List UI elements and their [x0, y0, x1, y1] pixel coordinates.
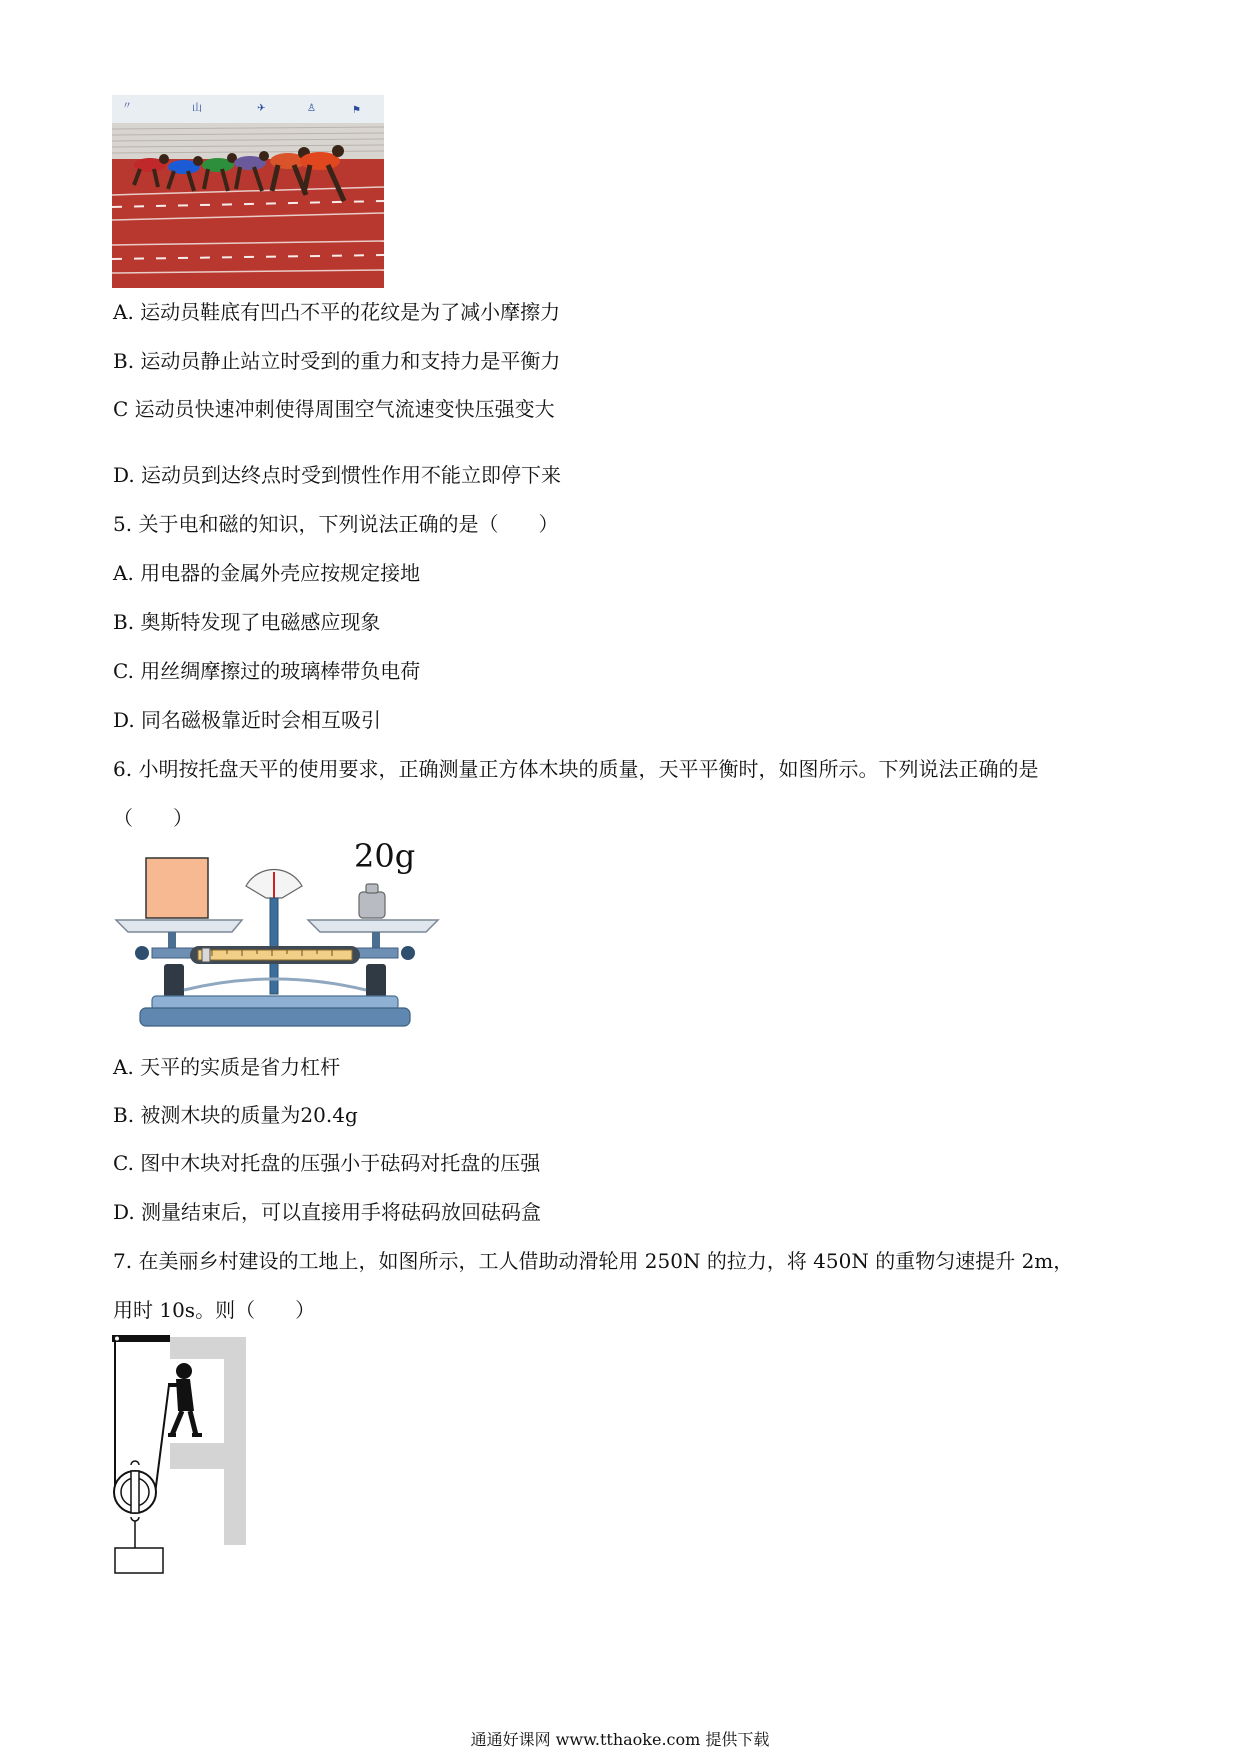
q6-stem-line1: 6. 小明按托盘天平的使用要求，正确测量正方体木块的质量，天平平衡时，如图所示。下列说法正确的是	[113, 757, 1039, 781]
q5-option-c: C. 用丝绸摩擦过的玻璃棒带负电荷	[113, 659, 421, 683]
q6-option-d: D. 测量结束后，可以直接用手将砝码放回砝码盒	[113, 1200, 542, 1224]
page-footer: 通通好课网 www.tthaoke.com 提供下载	[470, 1730, 770, 1749]
q5-option-a: A. 用电器的金属外壳应按规定接地	[113, 561, 421, 585]
scale-base	[140, 1008, 410, 1026]
svg-text:〃: 〃	[122, 101, 132, 112]
q6-option-a: A. 天平的实质是省力杠杆	[113, 1055, 341, 1079]
q7-stem-line2: 用时 10s。则（ ）	[113, 1298, 316, 1322]
svg-text:✈: ✈	[257, 103, 266, 114]
svg-text:⚑: ⚑	[352, 105, 361, 116]
q5-option-b: B. 奥斯特发现了电磁感应现象	[113, 610, 381, 634]
q4-option-d: D. 运动员到达终点时受到惯性作用不能立即停下来	[113, 463, 562, 487]
q4-option-a: A. 运动员鞋底有凹凸不平的花纹是为了减小摩擦力	[113, 300, 561, 324]
worker-icon	[168, 1363, 202, 1435]
q6-option-b: B. 被测木块的质量为20.4g	[113, 1103, 358, 1127]
q6-stem-line2: （ ）	[113, 806, 193, 830]
pulley-icon	[114, 1461, 156, 1521]
q4-option-c: C 运动员快速冲刺使得周围空气流速变快压强变大	[113, 397, 555, 421]
svg-text:山: 山	[192, 103, 202, 114]
weight-icon	[359, 884, 385, 918]
q5-option-d: D. 同名磁极靠近时会相互吸引	[113, 708, 382, 732]
q6-option-c: C. 图中木块对托盘的压强小于砝码对托盘的压强	[113, 1151, 541, 1175]
beam-ruler	[198, 950, 352, 960]
pulley-figure	[112, 1335, 252, 1590]
q5-stem: 5. 关于电和磁的知识，下列说法正确的是（ ）	[113, 512, 559, 536]
svg-text:♙: ♙	[307, 103, 316, 114]
balance-scale-figure	[112, 850, 442, 1035]
weight-label: 20g	[354, 837, 416, 875]
sprint-race-image	[112, 95, 384, 288]
q7-stem-line1: 7. 在美丽乡村建设的工地上，如图所示，工人借助动滑轮用 250N 的拉力，将 450N 的重物匀速提升 2m，	[113, 1249, 1074, 1273]
q4-option-b: B. 运动员静止站立时受到的重力和支持力是平衡力	[113, 349, 561, 373]
heavy-load-box	[115, 1548, 163, 1573]
wood-block	[146, 858, 208, 918]
